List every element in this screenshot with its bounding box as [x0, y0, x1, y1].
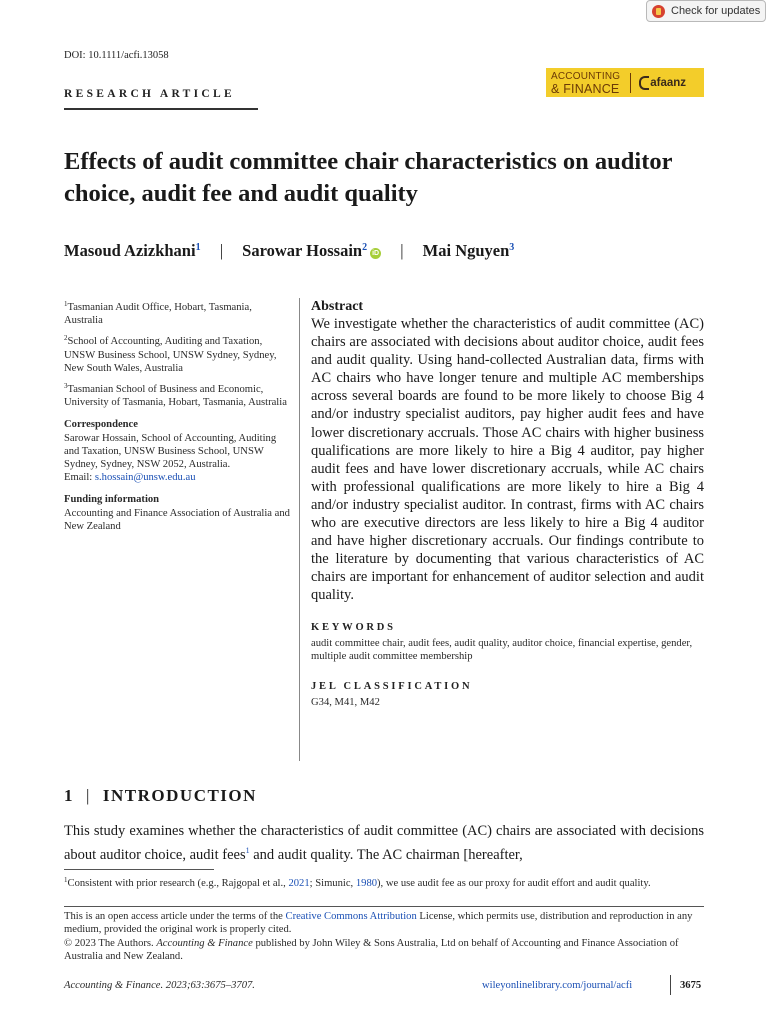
citation-link[interactable]: 2021 [288, 878, 310, 889]
abstract-heading: Abstract [311, 299, 364, 314]
crossmark-icon [652, 5, 665, 18]
doi: DOI: 10.1111/acfi.13058 [64, 50, 169, 61]
journal-logo [546, 68, 704, 97]
affiliation-text: Tasmanian School of Business and Economic, University of Tasmania, Hobart, Tasmania, Australia [64, 384, 287, 409]
footnote-text: ; Simunic, [309, 878, 356, 889]
correspondence-email [64, 471, 290, 484]
copyright-text: © 2023 The Authors. [64, 937, 157, 949]
jel-text: G34, M41, M42 [311, 697, 380, 709]
article-type: RESEARCH ARTICLE [64, 88, 235, 100]
section-number: 1 [64, 786, 74, 805]
intro-text: This study examines whether the characteristics of audit committee (AC) chairs are associated with decisions about auditor choice, audit fees [64, 823, 704, 863]
affiliation-text: Tasmanian Audit Office, Hobart, Tasmania, Australia [64, 302, 252, 327]
abstract-section [311, 298, 704, 710]
license-text: License, which permits use, distribution and reproduction in any medium, provided the original work is properly cited. [64, 911, 693, 936]
footer-journal-link[interactable]: wileyonlinelibrary.com/journal/acfi [482, 980, 633, 991]
page-number: 3675 [680, 980, 702, 991]
article-title: Effects of audit committee chair characteristics on auditor choice, audit fee and audit quality [64, 148, 673, 207]
author-affiliation-ref[interactable]: 3 [509, 242, 515, 253]
correspondence-text: Sarowar Hossain, School of Accounting, Auditing and Taxation, UNSW Business School, UNSW Sydney, Sydney, NSW 2052, Australia. [64, 432, 277, 471]
license-notice [64, 910, 704, 963]
column-divider [299, 298, 300, 761]
keywords-heading: KEYWORDS [311, 621, 396, 633]
copyright-text: published by John Wiley & Sons Australia, Ltd on behalf of Accounting and Finance Association of Australia and New Zealand. [64, 937, 679, 962]
section-heading [64, 786, 257, 806]
affiliation [64, 332, 290, 375]
copyright-journal: Accounting & Finance [156, 937, 253, 949]
logo-divider [630, 73, 631, 93]
article-type-rule [64, 108, 258, 110]
license-text: This is an open access article under the terms of the [64, 911, 286, 922]
correspondence-heading: Correspondence [64, 419, 138, 431]
author-affiliation-ref[interactable]: 1 [195, 242, 201, 253]
afaanz-label: afaanz [650, 76, 687, 89]
jel-heading: JEL CLASSIFICATION [311, 681, 473, 693]
section-separator: | [86, 786, 91, 805]
journal-logo-line2: & FINANCE [551, 81, 620, 96]
funding-text: Accounting and Finance Association of Australia and New Zealand [64, 507, 290, 532]
citation-link[interactable]: 1980 [355, 878, 378, 889]
license-rule [64, 906, 704, 907]
affiliation-text: School of Accounting, Auditing and Taxation, UNSW Business School, UNSW Sydney, Sydney, New South Wales, Australia [64, 336, 277, 374]
footnote-number: 1 [64, 876, 68, 884]
check-for-updates-button[interactable] [646, 0, 766, 22]
abstract-text: We investigate whether the characteristics of audit committee (AC) chairs are associated with decisions about auditor choice, audit fees and audit quality. Using hand-collected Australian data, firms with AC chairs who have longer tenure and multiple AC memberships across several boards are found to be more likely to choose Big 4 and/or industry specialist auditors, pay higher audit fees and have lower discretionary accruals. Those AC chairs with higher business qualifications are more likely to hire a Big 4 auditor, pay higher audit fees and have lower discretionary accruals, while AC chairs with professional qualifications are more likely to hire a Big 4 and/or industry specialist auditor. In contrast, firms with AC chairs who are executive directors are less likely to hire a Big 4 auditor and have higher discretionary accruals. Our findings contribute to the literature by documenting that various characteristics of AC chairs are important for enhancement of auditor selection and audit quality. [311, 316, 704, 604]
footnote-text: Consistent with prior research (e.g., Rajgopal et al., [67, 878, 289, 889]
author-separator: | [219, 241, 224, 260]
keywords-text: audit committee chair, audit fees, audit quality, auditor choice, financial expertise, gender, multiple audit committee membership [311, 637, 693, 662]
funding-heading: Funding information [64, 494, 160, 506]
affiliation [64, 380, 290, 409]
section-title: INTRODUCTION [102, 786, 257, 805]
footer-separator [670, 975, 671, 995]
footer-citation: Accounting & Finance. 2023;63:3675–3707. [64, 980, 255, 991]
afaanz-logo [639, 76, 686, 90]
author-name: Mai Nguyen [422, 241, 510, 260]
afaanz-mark-icon [639, 76, 649, 90]
intro-text-continued: and audit quality. The AC chairman [hereafter, [249, 847, 523, 863]
check-for-updates-label: Check for updates [671, 5, 761, 17]
email-link[interactable]: s.hossain@unsw.edu.au [94, 472, 196, 484]
affiliation-number: 3 [64, 382, 68, 391]
article-sidebar [64, 298, 290, 533]
footnote [64, 874, 704, 890]
author-separator: | [400, 241, 404, 260]
creative-commons-link[interactable]: Creative Commons Attribution [285, 911, 417, 922]
email-label: Email: [64, 472, 95, 484]
affiliation [64, 298, 290, 327]
footnote-ref[interactable]: 1 [245, 846, 250, 855]
footnote-rule [64, 869, 214, 870]
orcid-icon[interactable]: iD [372, 250, 380, 257]
author-list [64, 241, 514, 261]
author-affiliation-ref[interactable]: 2 [362, 242, 368, 253]
footnote-text: ), we use audit fee as our proxy for audit effort and audit quality. [377, 878, 651, 889]
intro-paragraph [64, 822, 704, 865]
author-name: Sarowar Hossain [242, 241, 363, 260]
affiliation-number: 2 [64, 334, 68, 343]
author-name: Masoud Azizkhani [64, 241, 196, 260]
affiliation-number: 1 [64, 300, 68, 308]
journal-logo-line1: ACCOUNTING [551, 70, 621, 82]
